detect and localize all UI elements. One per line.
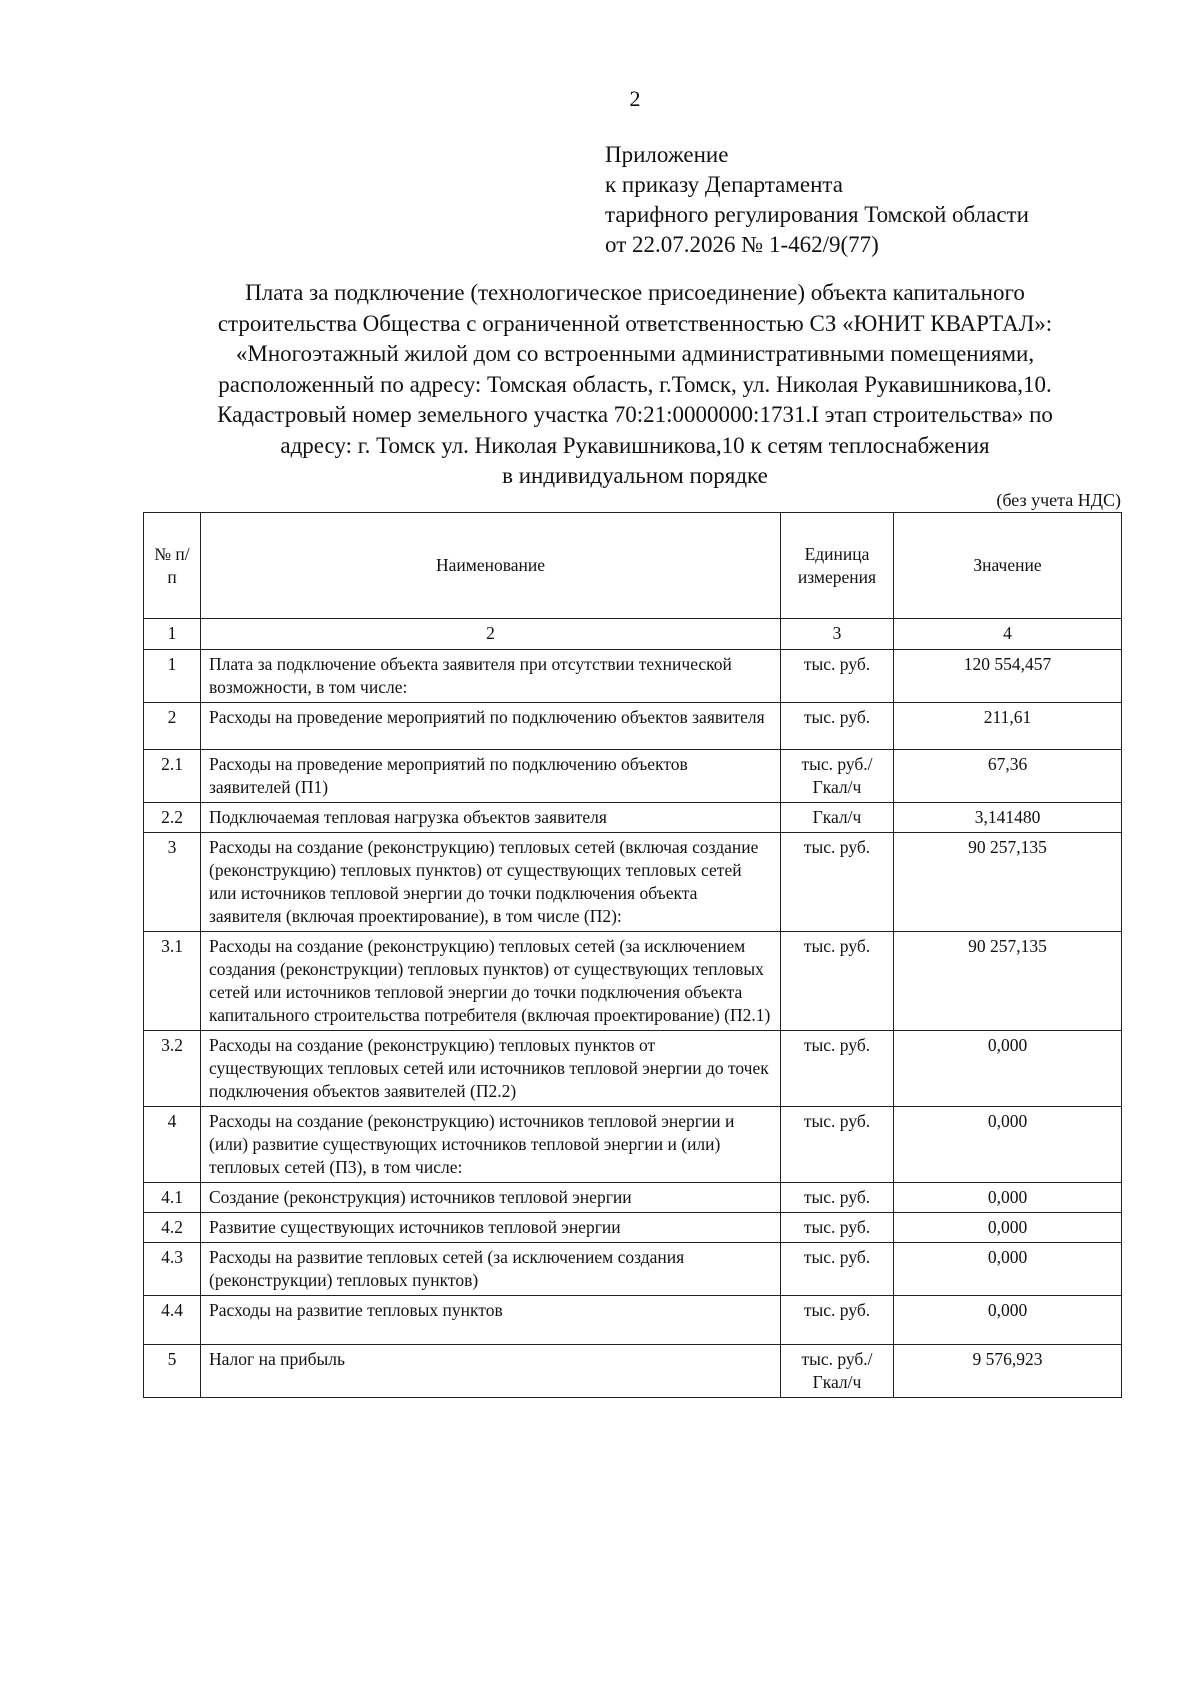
row-unit: тыс. руб. — [781, 932, 894, 1031]
column-index: 2 — [201, 619, 781, 650]
row-num: 4.4 — [144, 1296, 201, 1345]
title-line: в индивидуальном порядке — [502, 463, 768, 488]
header-name: Наименование — [201, 513, 781, 619]
row-value: 0,000 — [894, 1213, 1122, 1243]
row-value: 0,000 — [894, 1031, 1122, 1107]
title-line: строительства Общества с ограниченной ответственностью СЗ «ЮНИТ КВАРТАЛ»: — [217, 310, 1053, 336]
table-row — [144, 932, 1122, 1031]
vat-note: (без учета НДС) — [996, 490, 1121, 510]
row-num: 5 — [144, 1345, 201, 1398]
title-line: адресу: г. Томск ул. Николая Рукавишникова,10 к сетям теплоснабжения — [280, 432, 990, 458]
table-row — [144, 1243, 1122, 1296]
table-row — [144, 1183, 1122, 1213]
row-name: Расходы на создание (реконструкцию) тепловых сетей (за исключением создания (реконструкции) тепловых пунктов) от существующих тепловых сетей или источников тепловой энергии до точки подключения объекта капитального строительства потребителя (включая проектирование) (П2.1) — [201, 932, 781, 1031]
title-line: расположенный по адресу: Томская область, г.Томск, ул. Николая Рукавишникова,10. — [218, 371, 1052, 397]
table-row — [144, 650, 1122, 703]
row-name: Налог на прибыль — [201, 1345, 781, 1398]
row-unit: тыс. руб. — [781, 650, 894, 703]
row-num: 3 — [144, 833, 201, 932]
row-num: 4.2 — [144, 1213, 201, 1243]
row-name: Расходы на развитие тепловых пунктов — [201, 1296, 781, 1345]
table-row — [144, 1107, 1122, 1183]
row-value: 120 554,457 — [894, 650, 1122, 703]
row-unit: тыс. руб. — [781, 1296, 894, 1345]
annex-line: к приказу Департамента — [605, 172, 843, 197]
row-num: 1 — [144, 650, 201, 703]
document-title — [140, 278, 1130, 492]
row-value: 0,000 — [894, 1183, 1122, 1213]
annex-line: тарифного регулирования Томской области — [605, 202, 1029, 227]
row-value: 3,141480 — [894, 803, 1122, 833]
column-index: 3 — [781, 619, 894, 650]
header-value: Значение — [894, 513, 1122, 619]
row-name: Расходы на проведение мероприятий по подключению объектов заявителей (П1) — [201, 750, 781, 803]
row-unit: тыс. руб./ Гкал/ч — [781, 1345, 894, 1398]
table-row — [144, 1296, 1122, 1345]
page-number: 2 — [629, 86, 641, 111]
column-index: 1 — [144, 619, 201, 650]
row-unit: тыс. руб. — [781, 703, 894, 750]
title-line: Плата за подключение (технологическое присоединение) объекта капитального — [245, 280, 1025, 305]
row-num: 2.1 — [144, 750, 201, 803]
column-index-row — [144, 619, 1122, 650]
row-unit: тыс. руб. — [781, 833, 894, 932]
annex-line: Приложение — [605, 142, 729, 167]
row-name: Расходы на создание (реконструкцию) тепловых пунктов от существующих тепловых сетей или источников тепловой энергии до точек подключения объектов заявителей (П2.2) — [201, 1031, 781, 1107]
row-name: Плата за подключение объекта заявителя при отсутствии технической возможности, в том числе: — [201, 650, 781, 703]
row-value: 211,61 — [894, 703, 1122, 750]
table-row — [144, 1213, 1122, 1243]
row-name: Расходы на создание (реконструкцию) источников тепловой энергии и (или) развитие существующих источников тепловой энергии и (или) тепловых сетей (П3), в том числе: — [201, 1107, 781, 1183]
row-name: Подключаемая тепловая нагрузка объектов заявителя — [201, 803, 781, 833]
row-value: 9 576,923 — [894, 1345, 1122, 1398]
header-num: № п/п — [144, 513, 201, 619]
row-value: 0,000 — [894, 1107, 1122, 1183]
row-unit: Гкал/ч — [781, 803, 894, 833]
table-row — [144, 1031, 1122, 1107]
header-unit: Единица измерения — [781, 513, 894, 619]
table-row — [144, 803, 1122, 833]
row-name: Расходы на проведение мероприятий по подключению объектов заявителя — [201, 703, 781, 750]
column-index: 4 — [894, 619, 1122, 650]
row-name: Создание (реконструкция) источников тепловой энергии — [201, 1183, 781, 1213]
row-unit: тыс. руб. — [781, 1183, 894, 1213]
row-unit: тыс. руб./ Гкал/ч — [781, 750, 894, 803]
tariff-table — [143, 512, 1122, 1398]
row-unit: тыс. руб. — [781, 1107, 894, 1183]
row-value: 90 257,135 — [894, 833, 1122, 932]
row-value: 0,000 — [894, 1296, 1122, 1345]
title-line: «Многоэтажный жилой дом со встроенными административными помещениями, — [235, 341, 1035, 366]
row-name: Расходы на создание (реконструкцию) тепловых сетей (включая создание (реконструкцию) тепловых пунктов) от существующих тепловых сетей или источников тепловой энергии до точки подключения объекта заявителя (включая проектирование), в том числе (П2): — [201, 833, 781, 932]
row-name: Расходы на развитие тепловых сетей (за исключением создания (реконструкции) тепловых пунктов) — [201, 1243, 781, 1296]
table-row — [144, 1345, 1122, 1398]
row-unit: тыс. руб. — [781, 1213, 894, 1243]
row-value: 0,000 — [894, 1243, 1122, 1296]
row-num: 4.1 — [144, 1183, 201, 1213]
row-name: Развитие существующих источников тепловой энергии — [201, 1213, 781, 1243]
table-row — [144, 833, 1122, 932]
table-header-row — [144, 513, 1122, 619]
row-num: 3.2 — [144, 1031, 201, 1107]
row-num: 2.2 — [144, 803, 201, 833]
row-unit: тыс. руб. — [781, 1031, 894, 1107]
row-num: 2 — [144, 703, 201, 750]
row-value: 90 257,135 — [894, 932, 1122, 1031]
row-value: 67,36 — [894, 750, 1122, 803]
row-num: 3.1 — [144, 932, 201, 1031]
annex-line: от 22.07.2026 № 1-462/9(77) — [605, 232, 879, 257]
title-line: Кадастровый номер земельного участка 70:21:0000000:1731.I этап строительства» по — [217, 402, 1053, 427]
row-unit: тыс. руб. — [781, 1243, 894, 1296]
table-row — [144, 703, 1122, 750]
row-num: 4 — [144, 1107, 201, 1183]
row-num: 4.3 — [144, 1243, 201, 1296]
annex-block — [605, 140, 1029, 260]
table-row — [144, 750, 1122, 803]
